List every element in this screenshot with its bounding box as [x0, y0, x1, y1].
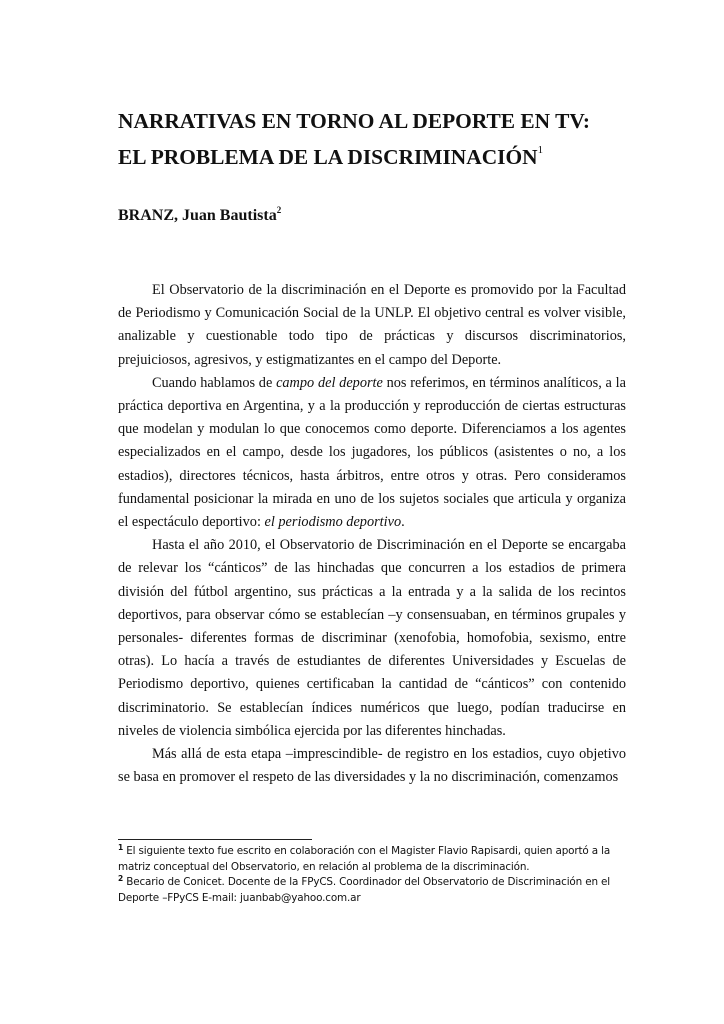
paragraph-4: Más allá de esta etapa –imprescindible- de registro en los estadios, cuyo objetivo se basa en promover el respeto de las diversidades y la no discriminación, comenzamos — [118, 746, 626, 786]
footnote-divider — [118, 839, 312, 840]
footnote-2 — [118, 875, 628, 906]
paragraph-2-text-end: . — [401, 514, 405, 531]
paragraph-2-italic-campo: campo del deporte — [276, 374, 383, 391]
paragraph-1: El Observatorio de la discriminación en el Deporte es promovido por la Facultad de Periodismo y Comunicación Social de la UNLP. El objetivo central es volver visible, analizable y cuestionable todo tipo de prácticas y discursos discriminatorios, prejuiciosos, agresivos, y estigmatizantes en el campo del Deporte. — [118, 282, 626, 368]
paragraph-2 — [118, 372, 626, 534]
footnotes — [118, 844, 628, 906]
paragraph-2-italic-periodismo: el periodismo deportivo — [264, 514, 402, 531]
page-title — [118, 103, 638, 175]
paragraph-3: Hasta el año 2010, el Observatorio de Discriminación en el Deporte se encargaba de relevar los “cánticos” de las hinchadas que concurren a los estadios de primera división del fútbol argentino, sus prácticas a la entrada y a la salida de los recintos deportivos, para observar cómo se establecían –y consensuaban, en términos grupales y personales- diferentes formas de discriminar (xenofobia, homofobia, sexismo, entre otras). Lo hacía a través de estudiantes de diferentes Universidades y Escuelas de Periodismo deportivo, quienes certificaban la cantidad de “cánticos” con contenido discriminatorio. Se establecían índices numéricos que luego, podían traducirse en niveles de violencia simbólica ejercida por las diferentes hinchadas. — [118, 537, 626, 739]
title-line-2: EL PROBLEMA DE LA DISCRIMINACIÓN — [118, 145, 538, 169]
footnote-1-text: El siguiente texto fue escrito en colaboración con el Magister Flavio Rapisardi, quien aportó a la matriz conceptual del Observatorio, en relación al problema de la discriminación. — [118, 845, 611, 873]
author-footnote-ref: 2 — [276, 205, 282, 215]
footnote-2-number: 2 — [118, 874, 124, 883]
footnote-1-number: 1 — [118, 843, 124, 852]
title-footnote-ref: 1 — [537, 144, 544, 156]
body-text — [118, 279, 626, 789]
footnote-1 — [118, 844, 628, 875]
author-line — [118, 205, 281, 227]
paragraph-2-text-middle: nos referimos, en términos analíticos, a la práctica deportiva en Argentina, y a la producción y reproducción de ciertas estructuras que modelan y modulan lo que conocemos como deporte. Diferenciamos a los agentes especializados en el campo, desde los jugadores, los públicos (asistentes o no, a los estadios), directores técnicos, hasta árbitros, entre otros y otras. Pero consideramos fundamental posicionar la mirada en uno de los sujetos sociales que articula y organiza el espectáculo deportivo: — [118, 374, 626, 531]
footnote-2-text: Becario de Conicet. Docente de la FPyCS. Coordinador del Observatorio de Discriminación en el Deporte –FPyCS E-mail: juanbab@yahoo.com.ar — [118, 876, 611, 904]
paragraph-2-text-start: Cuando hablamos de — [152, 374, 277, 391]
title-line-1: NARRATIVAS EN TORNO AL DEPORTE EN TV: — [118, 109, 590, 133]
author-name: BRANZ, Juan Bautista — [118, 207, 277, 224]
